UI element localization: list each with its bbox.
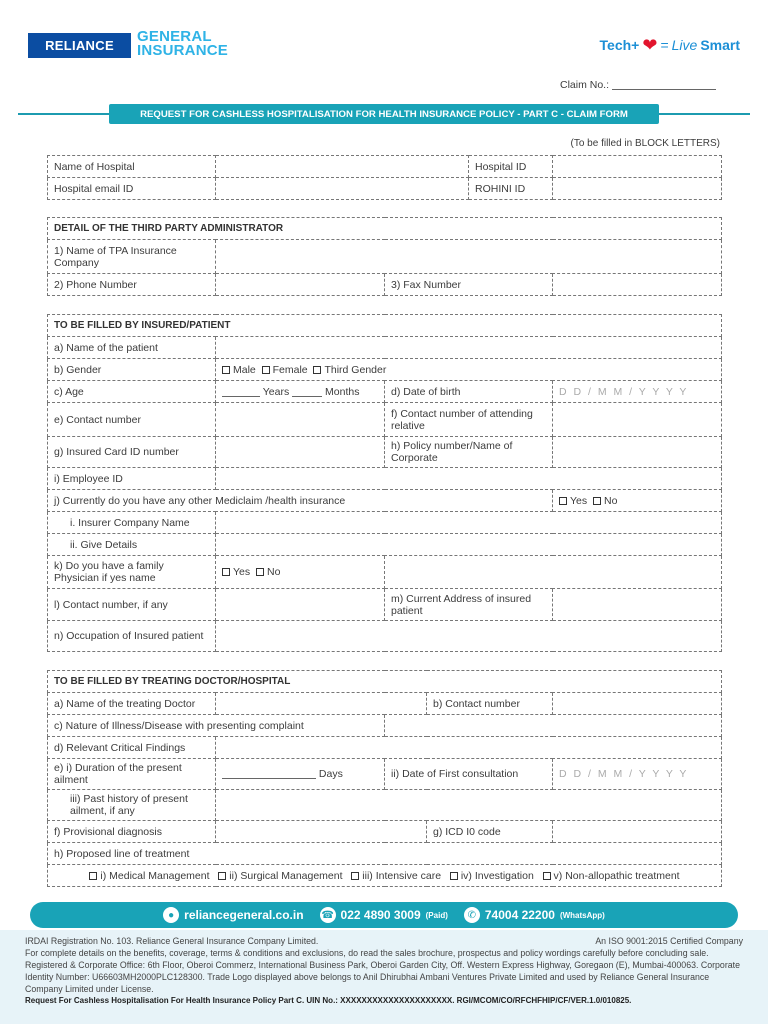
hospital-table: [47, 155, 722, 200]
gender-options: [216, 359, 722, 381]
rohini-id-field[interactable]: [553, 178, 722, 200]
rohini-id-label: ROHINI ID: [469, 178, 553, 200]
contact-number-label: e) Contact number: [48, 403, 216, 437]
icd-code-label: g) ICD I0 code: [427, 821, 553, 843]
contact-bar: [30, 902, 738, 928]
tpa-fax-label: 3) Fax Number: [385, 274, 553, 296]
doctor-name-label: a) Name of the treating Doctor: [48, 693, 216, 715]
legal-footer: [0, 930, 768, 1024]
treatment-intensive-care-checkbox[interactable]: iii) Intensive care: [351, 870, 441, 882]
other-insurance-label: j) Currently do you have any other Mediclaim /health insurance: [48, 490, 553, 512]
occupation-field[interactable]: [216, 621, 722, 652]
tpa-name-label: 1) Name of TPA Insurance Company: [48, 240, 216, 274]
header: [0, 0, 768, 149]
doctor-table: [47, 670, 722, 887]
gender-male-checkbox[interactable]: Male: [222, 364, 256, 376]
family-physician-no-checkbox[interactable]: No: [256, 566, 280, 578]
doctor-contact-label: b) Contact number: [427, 693, 553, 715]
critical-findings-field[interactable]: [216, 737, 722, 759]
provisional-diagnosis-field[interactable]: [216, 821, 427, 843]
insurer-company-field[interactable]: [216, 512, 722, 534]
first-consultation-field[interactable]: D D / M M / Y Y Y Y: [553, 759, 722, 790]
tpa-heading: DETAIL OF THE THIRD PARTY ADMINISTRATOR: [48, 218, 722, 240]
patient-name-field[interactable]: [216, 337, 722, 359]
critical-findings-label: d) Relevant Critical Findings: [48, 737, 216, 759]
hospital-email-label: Hospital email ID: [48, 178, 216, 200]
form-identifier: Request For Cashless Hospitalisation For Health Insurance Policy Part C. UIN No.: XXXXXXXXXXXXXXXXXXXXX. RGI/MCOM/CO/RFCHFHIP/CF/VER.1.0/010825.: [25, 996, 632, 1005]
policy-number-field[interactable]: [553, 437, 722, 468]
phone-icon: ☎: [320, 907, 336, 923]
form-title: REQUEST FOR CASHLESS HOSPITALISATION FOR HEALTH INSURANCE POLICY - PART C - CLAIM FORM: [109, 104, 659, 124]
insured-heading: TO BE FILLED BY INSURED/PATIENT: [48, 315, 722, 337]
gender-female-checkbox[interactable]: Female: [262, 364, 308, 376]
policy-number-label: h) Policy number/Name of Corporate: [385, 437, 553, 468]
doctor-contact-field[interactable]: [553, 693, 722, 715]
heart-icon: ❤: [642, 35, 658, 55]
employee-id-field[interactable]: [216, 468, 722, 490]
hospital-name-field[interactable]: [216, 156, 469, 178]
tpa-fax-field[interactable]: [553, 274, 722, 296]
patient-name-label: a) Name of the patient: [48, 337, 216, 359]
current-address-field[interactable]: [553, 589, 722, 621]
other-insurance-options: [553, 490, 722, 512]
treatment-non-allopathic-checkbox[interactable]: v) Non-allopathic treatment: [543, 870, 680, 882]
insurer-company-label: i. Insurer Company Name: [48, 512, 216, 534]
treatment-options: [48, 865, 722, 887]
age-field[interactable]: Years Months: [216, 381, 385, 403]
treatment-investigation-checkbox[interactable]: iv) Investigation: [450, 870, 534, 882]
whatsapp-contact[interactable]: ✆ 74004 22200 (WhatsApp): [464, 907, 605, 923]
block-letters-note: (To be filled in BLOCK LETTERS): [570, 138, 720, 149]
gender-third-checkbox[interactable]: Third Gender: [313, 364, 386, 376]
doctor-heading: TO BE FILLED BY TREATING DOCTOR/HOSPITAL: [48, 671, 722, 693]
contact-number-field[interactable]: [216, 403, 385, 437]
dob-field[interactable]: D D / M M / Y Y Y Y: [553, 381, 722, 403]
other-insurance-no-checkbox[interactable]: No: [593, 495, 617, 507]
general-insurance-wordmark: GENERAL INSURANCE: [137, 28, 228, 59]
family-physician-name-field[interactable]: [385, 556, 722, 589]
age-label: c) Age: [48, 381, 216, 403]
icd-code-field[interactable]: [553, 821, 722, 843]
legal-disclaimer: For complete details on the benefits, coverage, terms & conditions and exclusions, do read the sales brochure, prospectus and policy wordings carefully before concluding sale. Registered & Corporate Office: 6th Floor, Oberoi Commerz, International Business Park, Oberoi Garden City, Off. Western Express Highway, Goregaon (E), Mumbai-400063. Corporate Identity Number: U66603MH2000PLC128300. Trade Logo displayed above belongs to Anil Dhirubhai Ambani Ventures Private Limited and used by Reliance General Insurance Company Limited under License.: [25, 948, 740, 994]
first-consultation-label: ii) Date of First consultation: [385, 759, 553, 790]
ailment-duration-field[interactable]: Days: [216, 759, 385, 790]
provisional-diagnosis-label: f) Provisional diagnosis: [48, 821, 216, 843]
phone-contact[interactable]: ☎ 022 4890 3009 (Paid): [321, 908, 448, 922]
physician-contact-field[interactable]: [216, 589, 385, 621]
reliance-logo: RELIANCE: [28, 33, 131, 58]
insured-card-field[interactable]: [216, 437, 385, 468]
family-physician-label: k) Do you have a family Physician if yes name: [48, 556, 216, 589]
globe-icon: ●: [163, 907, 179, 923]
website-link[interactable]: ● reliancegeneral.co.in: [163, 907, 303, 923]
tpa-table: [47, 217, 722, 296]
past-history-label: iii) Past history of present ailment, if any: [48, 790, 216, 821]
doctor-name-field[interactable]: [216, 693, 427, 715]
hospital-id-label: Hospital ID: [469, 156, 553, 178]
give-details-field[interactable]: [216, 534, 722, 556]
family-physician-options: [216, 556, 385, 589]
give-details-label: ii. Give Details: [48, 534, 216, 556]
illness-nature-label: c) Nature of Illness/Disease with presenting complaint: [48, 715, 385, 737]
other-insurance-yes-checkbox[interactable]: Yes: [559, 495, 587, 507]
physician-contact-label: l) Contact number, if any: [48, 589, 216, 621]
hospital-name-label: Name of Hospital: [48, 156, 216, 178]
tagline: Tech+ ❤ = Live Smart: [599, 35, 740, 55]
family-physician-yes-checkbox[interactable]: Yes: [222, 566, 250, 578]
relative-contact-label: f) Contact number of attending relative: [385, 403, 553, 437]
insured-table: [47, 314, 722, 652]
treatment-line-label: h) Proposed line of treatment: [48, 843, 722, 865]
ailment-duration-label: e) i) Duration of the present ailment: [48, 759, 216, 790]
tpa-phone-label: 2) Phone Number: [48, 274, 216, 296]
occupation-label: n) Occupation of Insured patient: [48, 621, 216, 652]
employee-id-label: i) Employee ID: [48, 468, 216, 490]
treatment-medical-checkbox[interactable]: i) Medical Management: [89, 870, 209, 882]
tpa-phone-field[interactable]: [216, 274, 385, 296]
claim-number-field[interactable]: Claim No.:: [560, 79, 716, 91]
insured-card-label: g) Insured Card ID number: [48, 437, 216, 468]
iso-certification: An ISO 9001:2015 Certified Company: [595, 936, 743, 946]
treatment-surgical-checkbox[interactable]: ii) Surgical Management: [218, 870, 342, 882]
current-address-label: m) Current Address of insured patient: [385, 589, 553, 621]
dob-label: d) Date of birth: [385, 381, 553, 403]
tpa-name-field[interactable]: [216, 240, 722, 274]
hospital-id-field[interactable]: [553, 156, 722, 178]
hospital-email-field[interactable]: [216, 178, 469, 200]
illness-nature-field[interactable]: [385, 715, 722, 737]
past-history-field[interactable]: [216, 790, 722, 821]
whatsapp-icon: ✆: [464, 907, 480, 923]
gender-label: b) Gender: [48, 359, 216, 381]
irdai-registration: IRDAI Registration No. 103. Reliance General Insurance Company Limited.: [25, 936, 319, 946]
relative-contact-field[interactable]: [553, 403, 722, 437]
